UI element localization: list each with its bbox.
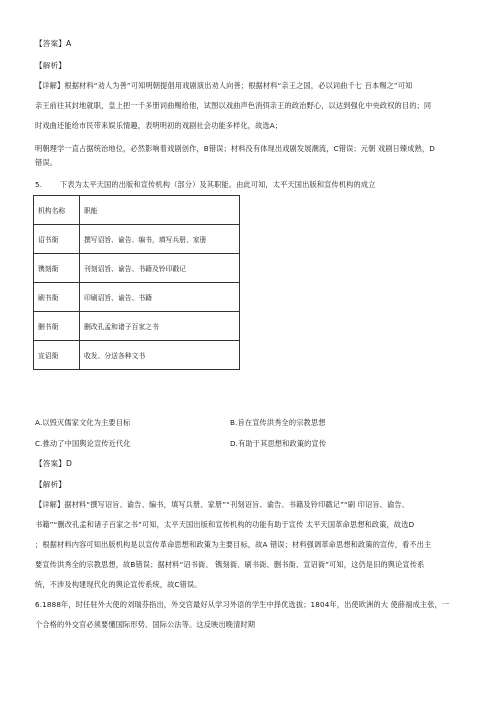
q5-detail-line: 统，不涉及构建现代化的舆论宣传系统，故C错误。 (35, 580, 202, 589)
q5-detail-line: 【详解】据材料“撰写诏旨、谕告、编书，填写兵册、家册”“刊刻诏旨、谕告、书籍及铃印戳记”“刷 印诏旨、谕告、 (35, 500, 410, 509)
q4-detail-line: 亲王前往其封地就职，皇上把一千多册词曲赐给他，试图以戏曲声色消弭亲王的政治野心，以达到强化中央政权的目的；同 (35, 101, 432, 110)
q5-stem: 下表为太平天国的出版和宣传机构（部分）及其职能。由此可知，太平天国出版和宣传机构的成立 (60, 180, 376, 189)
q5-option-d: D.有助于其思想和政策的宣传 (230, 439, 327, 448)
q5-option-a: A.以毁灭儒家文化为主要目标 (35, 418, 131, 427)
q6-stem-line: 个合格的外交官必须要懂国际形势、国际公法等。这反映出晚清时期 (35, 620, 256, 629)
q5-detail-line: ；根据材料内容可知出版机构是以宣传革命思想和政策为主要目标，故A 错误；材料强调革命思想和政策的宣传，看不出主 (35, 540, 432, 549)
table-cell-function: 删改孔孟和诸子百家之书 (80, 312, 240, 341)
table-cell-function: 刊刻诏旨、谕告、书籍及铃印戳记 (80, 254, 240, 283)
table-row (34, 225, 240, 254)
table-header-cell: 机构名称 (34, 196, 80, 225)
table-cell-name: 镌刻衙 (34, 254, 80, 283)
table-row (34, 283, 240, 312)
q6-stem-line: 6.1888年，时任驻外大使的刘瑞芬指出，外交官最好从学习外语的学生中择优选拔；1804年，出使欧洲的大 使薛福成主张，一 (35, 600, 450, 609)
q5-detail-line: 要宣传洪秀全的宗教思想，故B错误；据材料“诏书衙、 镌刻衙、刷书衙、删书衙、宣诏衙”可知，这仍是旧的舆论宣传系 (35, 560, 425, 569)
q5-analysis-tag: 【解析】 (35, 480, 66, 489)
table-cell-function: 收发、分送各种文书 (80, 341, 240, 370)
table-row (34, 341, 240, 370)
table-header-row (34, 196, 240, 225)
q4-analysis-tag: 【解析】 (35, 61, 66, 70)
q4-detail-line: 时戏曲还能给市民带来娱乐情趣，表明明初的戏剧社会功能多样化，故选A； (35, 121, 283, 130)
q5-number: 5. (35, 180, 43, 189)
q5-answer-tag: 【答案】D (35, 459, 72, 468)
q4-answer-tag: 【答案】A (35, 39, 72, 48)
q5-option-b: B.旨在宣传洪秀全的宗教思想 (230, 418, 326, 427)
table-cell-name: 诏书衙 (34, 225, 80, 254)
q4-detail-line: 错误。 (35, 158, 58, 167)
table-row (34, 254, 240, 283)
table-cell-function: 印刷诏旨、谕告、书籍 (80, 283, 240, 312)
q5-option-c: C.推动了中国舆论宣传近代化 (35, 439, 131, 448)
institution-table (33, 195, 240, 370)
table-cell-name: 宣诏衙 (34, 341, 80, 370)
table-cell-function: 撰写诏旨、谕告、编书，填写兵册、家册 (80, 225, 240, 254)
q4-detail-line: 【详解】根据材料“劝人为善”可知明朝提倡用戏剧演出劝人向善；根据材料“亲王之国，必以词曲千七 百本赐之”可知 (35, 81, 413, 90)
q4-detail-line: 明朝理学一直占据统治地位，必然影响着戏剧创作，B错误；材料没有体现出戏剧发展潮流，C错误；元朝 戏剧日臻成熟，D (35, 144, 435, 153)
table-cell-name: 刷书衙 (34, 283, 80, 312)
table-row (34, 312, 240, 341)
table-cell-name: 删书衙 (34, 312, 80, 341)
table-header-cell: 职能 (80, 196, 240, 225)
q5-detail-line: 书籍”“删改孔孟和诸子百家之书”可知，太平天国出版和宣传机构的功能有助于宣传 太平天国革命思想和政策，故选D (35, 520, 415, 529)
